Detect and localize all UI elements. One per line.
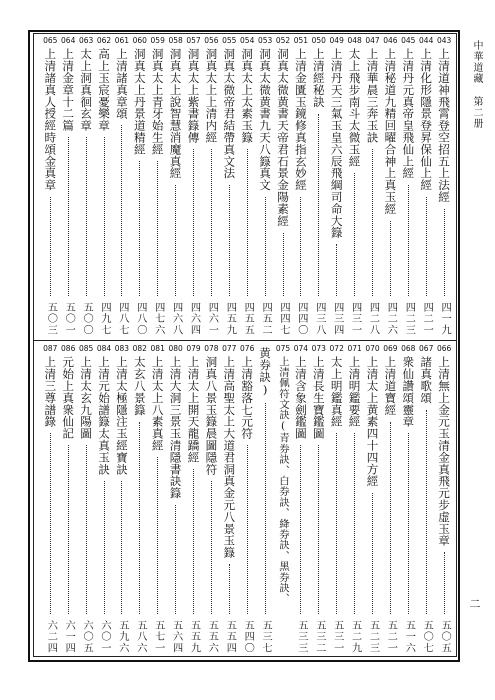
entry-title: 上清丹元真帝皇飛仙上經 (401, 48, 416, 179)
entry-number: 043 (436, 36, 452, 45)
entry-number: 064 (61, 36, 76, 45)
entry-title: 諸真歌頌 (419, 356, 434, 404)
dot-leader (175, 185, 176, 296)
entry-page: 四六八 (170, 302, 182, 336)
entry-title: 洞真太上青牙始生經 (150, 48, 165, 156)
entry-page: 五六四 (170, 620, 182, 654)
entry-number: 045 (401, 36, 416, 45)
entry-page: 五〇一 (63, 302, 75, 336)
entry-title: 洞真太上丹景道精經 (132, 48, 147, 156)
dot-leader (229, 185, 230, 296)
entry-title: 上清道神飛霄登空招五上法經 (437, 48, 452, 203)
entry-title: 上清諸真章頌 (114, 48, 129, 120)
entry-title: 洞真太微帝君結帶真文法 (222, 48, 237, 179)
entry-page: 四六四 (188, 302, 200, 336)
entry-number: 078 (204, 344, 219, 353)
dot-leader (175, 505, 176, 615)
dot-leader (86, 445, 87, 614)
entry-number: 057 (186, 36, 201, 45)
entry-page: 五〇七 (421, 620, 433, 654)
entry-page: 六一四 (63, 620, 75, 654)
entry-title: 上清長生寶鑑圖 (311, 356, 326, 440)
entry-number: 073 (311, 344, 326, 353)
entry-page: 四二六 (385, 302, 397, 336)
entry-title: 上清太玄九陽圖 (79, 356, 94, 440)
dot-leader (354, 173, 355, 296)
entry-number: 059 (150, 36, 165, 45)
dot-leader (193, 149, 194, 296)
entry-page: 四五二 (260, 302, 272, 336)
entry-page: 四一九 (439, 302, 451, 336)
entry-title: 上清經秘訣 (311, 48, 326, 108)
entry-page: 四五九 (224, 302, 236, 336)
entry-title: 上清佩符文訣(青券訣、白券訣、絳券訣、黑券訣、 (277, 356, 289, 604)
dot-leader (265, 403, 266, 614)
entry-title: 太上飛步南斗太微玉經 (347, 48, 362, 167)
entry-page: 四二三 (403, 302, 415, 336)
entry-title: 上清元始譜籙太真玉訣 (97, 356, 111, 475)
entry-page: 四二一 (421, 302, 433, 336)
dot-leader (139, 422, 140, 615)
dot-leader (86, 137, 87, 296)
dot-leader (68, 137, 69, 296)
entry-page: 四四〇 (295, 302, 307, 336)
entry-title: 上清金章十二篇 (61, 48, 76, 132)
dot-leader (444, 552, 445, 614)
entry-title: 太玄八景籙 (132, 356, 147, 416)
entry-number: 055 (222, 36, 237, 45)
page-number: 二 (468, 598, 481, 609)
entry-page: 四二八 (367, 302, 379, 336)
entry-number: 066 (436, 344, 452, 353)
entry-number: 072 (329, 344, 344, 353)
section-divider (33, 340, 457, 341)
entry-number: 086 (61, 344, 76, 353)
entry-page: 四三八 (313, 302, 325, 336)
entry-number: 054 (240, 36, 255, 45)
entry-title: 太上洞真徊玄章 (79, 48, 94, 132)
dot-leader (265, 197, 266, 297)
toc-entry[interactable] (39, 344, 61, 654)
entry-page: 四八〇 (134, 302, 146, 336)
dot-leader (104, 137, 105, 296)
entry-number: 061 (114, 36, 130, 45)
entry-title: 上清秘道九精回曜合神上真玉經 (383, 48, 398, 215)
entry-title: 洞真太上太素玉籙 (240, 48, 255, 144)
dot-leader (247, 445, 248, 614)
dot-leader (426, 197, 427, 297)
dot-leader (139, 161, 140, 296)
entry-page: 五〇〇 (81, 302, 93, 336)
dot-leader (426, 410, 427, 615)
entry-page: 四五五 (242, 302, 254, 336)
entry-title: 洞真太微黄書天帝君石景金陽素經 (276, 48, 290, 227)
entry-number: 060 (132, 36, 147, 45)
entry-number: 065 (43, 36, 58, 45)
dot-leader (372, 493, 373, 614)
entry-page: 五四〇 (242, 620, 254, 654)
entry-title: 上清諸真人授經時頌金真章 (43, 48, 58, 191)
entry-page: 六二四 (45, 620, 57, 654)
entry-title: 上清太極隱注玉經寶訣 (114, 356, 129, 475)
entry-page: 六〇一 (99, 620, 110, 654)
entry-page: 四七六 (152, 302, 164, 336)
entry-title: 高上玉宸憂樂章 (97, 48, 111, 132)
entry-number: 087 (43, 344, 58, 353)
entry-page: 四四七 (278, 302, 289, 336)
entry-number: 075 (275, 344, 291, 353)
entry-title: 太上明鑑真經 (329, 356, 344, 428)
entry-page: 五八六 (134, 620, 146, 654)
dot-leader (283, 233, 284, 297)
entry-number: 077 (222, 344, 237, 353)
entry-number: 080 (168, 344, 183, 353)
entry-page: 五〇五 (439, 620, 451, 654)
entry-number: 044 (419, 36, 434, 45)
dot-leader (229, 564, 230, 614)
entry-title: 上清豁落七元符 (240, 356, 255, 440)
entry-number: 069 (383, 344, 398, 353)
dot-leader (121, 481, 122, 614)
entry-page: 五五九 (188, 620, 200, 654)
dot-leader (211, 481, 212, 614)
dot-leader (50, 197, 51, 297)
entry-number: 049 (329, 36, 344, 45)
dot-leader (354, 433, 355, 614)
entry-page: 五二一 (385, 620, 397, 654)
entry-page: 四三四 (331, 302, 343, 336)
entry-title: 上清明鑑要經 (347, 356, 362, 428)
entry-title: 洞真太上紫書籙傳 (186, 48, 201, 144)
dot-leader (372, 149, 373, 296)
entry-number: 081 (150, 344, 165, 353)
entry-number: 046 (383, 36, 398, 45)
entry-number: 051 (293, 36, 309, 45)
entry-title: 洞真太微黄書九天八籙真文 (258, 48, 273, 191)
entry-title: 上清三尊譜錄 (43, 356, 58, 428)
entry-title: 洞真太上說智慧消魔真經 (168, 48, 183, 179)
entry-number: 067 (419, 344, 434, 353)
entry-page: 五〇三 (45, 302, 57, 336)
dot-leader (336, 244, 337, 296)
entry-number: 053 (257, 36, 273, 45)
entry-title: 衆仙讚頌靈章 (401, 356, 416, 428)
entry-number: 082 (132, 344, 147, 353)
dot-leader (408, 433, 409, 614)
entry-number: 058 (168, 36, 183, 45)
entry-title: 洞真太上上清内經 (204, 48, 219, 144)
entry-page: 五九六 (116, 620, 128, 654)
entry-number: 063 (78, 36, 94, 45)
entry-title: 上清太上黄素四十四方經 (365, 356, 380, 487)
dot-leader (390, 422, 391, 615)
running-title: 中華道藏 第二册 (471, 40, 482, 129)
entry-number: 074 (293, 344, 309, 353)
entry-number: 084 (96, 344, 112, 353)
dot-leader (104, 481, 105, 614)
entry-page: 五七一 (152, 620, 164, 654)
dot-leader (408, 185, 409, 296)
dot-leader (68, 445, 69, 614)
entry-title: 黄券訣) (258, 347, 273, 397)
dot-leader (390, 221, 391, 297)
entry-page: 五一六 (403, 620, 415, 654)
entry-title: 上清太上八素真經 (150, 356, 165, 452)
entry-title: 上清化形隱景登昇保仙上經 (419, 48, 434, 191)
dot-leader (211, 149, 212, 296)
entry-title: 上清大洞三景玉清隱書訣籙 (168, 356, 183, 499)
entry-page: 五二三 (367, 620, 379, 654)
dot-leader (157, 457, 158, 614)
entry-title: 上清道寶經 (383, 356, 398, 416)
entry-number: 071 (347, 344, 362, 353)
entry-number: 068 (401, 344, 416, 353)
entry-title: 上清無上金元玉清金真飛元步虚玉章 (437, 356, 452, 547)
entry-title: 上清丹天三氣玉皇六辰飛綱司命大籙 (329, 48, 344, 239)
entry-title: 上清高聖太上大道君洞真金元八景玉籙 (222, 356, 237, 559)
entry-title: 上清金匱玉鏡修真指玄妙經 (293, 48, 308, 191)
entry-page: 五三七 (260, 620, 272, 654)
entry-title: 上清華晨三奔玉訣 (365, 48, 380, 144)
entry-number: 052 (275, 36, 291, 45)
entry-title: 元始上真衆仙記 (61, 356, 76, 440)
entry-page: 五五六 (206, 620, 218, 654)
dot-leader (318, 114, 319, 297)
entry-number: 050 (311, 36, 326, 45)
entry-page: 五五四 (224, 620, 236, 654)
entry-number: 047 (365, 36, 380, 45)
entry-page: 五三二 (313, 620, 325, 654)
entry-page: 四八七 (116, 302, 128, 336)
entry-page: 四六一 (206, 302, 218, 336)
dot-leader (300, 197, 301, 297)
dot-leader (300, 445, 301, 614)
dot-leader (336, 433, 337, 614)
entry-number: 062 (96, 36, 112, 45)
entry-number: 079 (186, 344, 201, 353)
entry-title: 洞真八景玉籙晨圖隱符 (204, 356, 219, 475)
entry-page: 四三一 (349, 302, 361, 336)
entry-number: 083 (114, 344, 130, 353)
entry-page: 五三三 (295, 620, 307, 654)
dot-leader (444, 209, 445, 297)
entry-page: 四九七 (99, 302, 110, 336)
dot-leader (157, 161, 158, 296)
entry-page: 五二九 (349, 620, 361, 654)
entry-number: 076 (240, 344, 255, 353)
dot-leader (247, 149, 248, 296)
entry-number: 048 (347, 36, 362, 45)
entry-title: 上清含象劍鑑圖 (293, 356, 308, 440)
dot-leader (193, 469, 194, 614)
dot-leader (318, 445, 319, 614)
entry-page: 五三一 (331, 620, 343, 654)
entry-number: 085 (78, 344, 94, 353)
entry-number: 070 (365, 344, 380, 353)
entry-page: 六〇五 (81, 620, 93, 654)
toc-entry[interactable] (39, 36, 61, 336)
entry-title: 上清太上開天龍蹻經 (186, 356, 201, 464)
dot-leader (50, 433, 51, 614)
dot-leader (121, 125, 122, 296)
entry-number: 056 (204, 36, 219, 45)
